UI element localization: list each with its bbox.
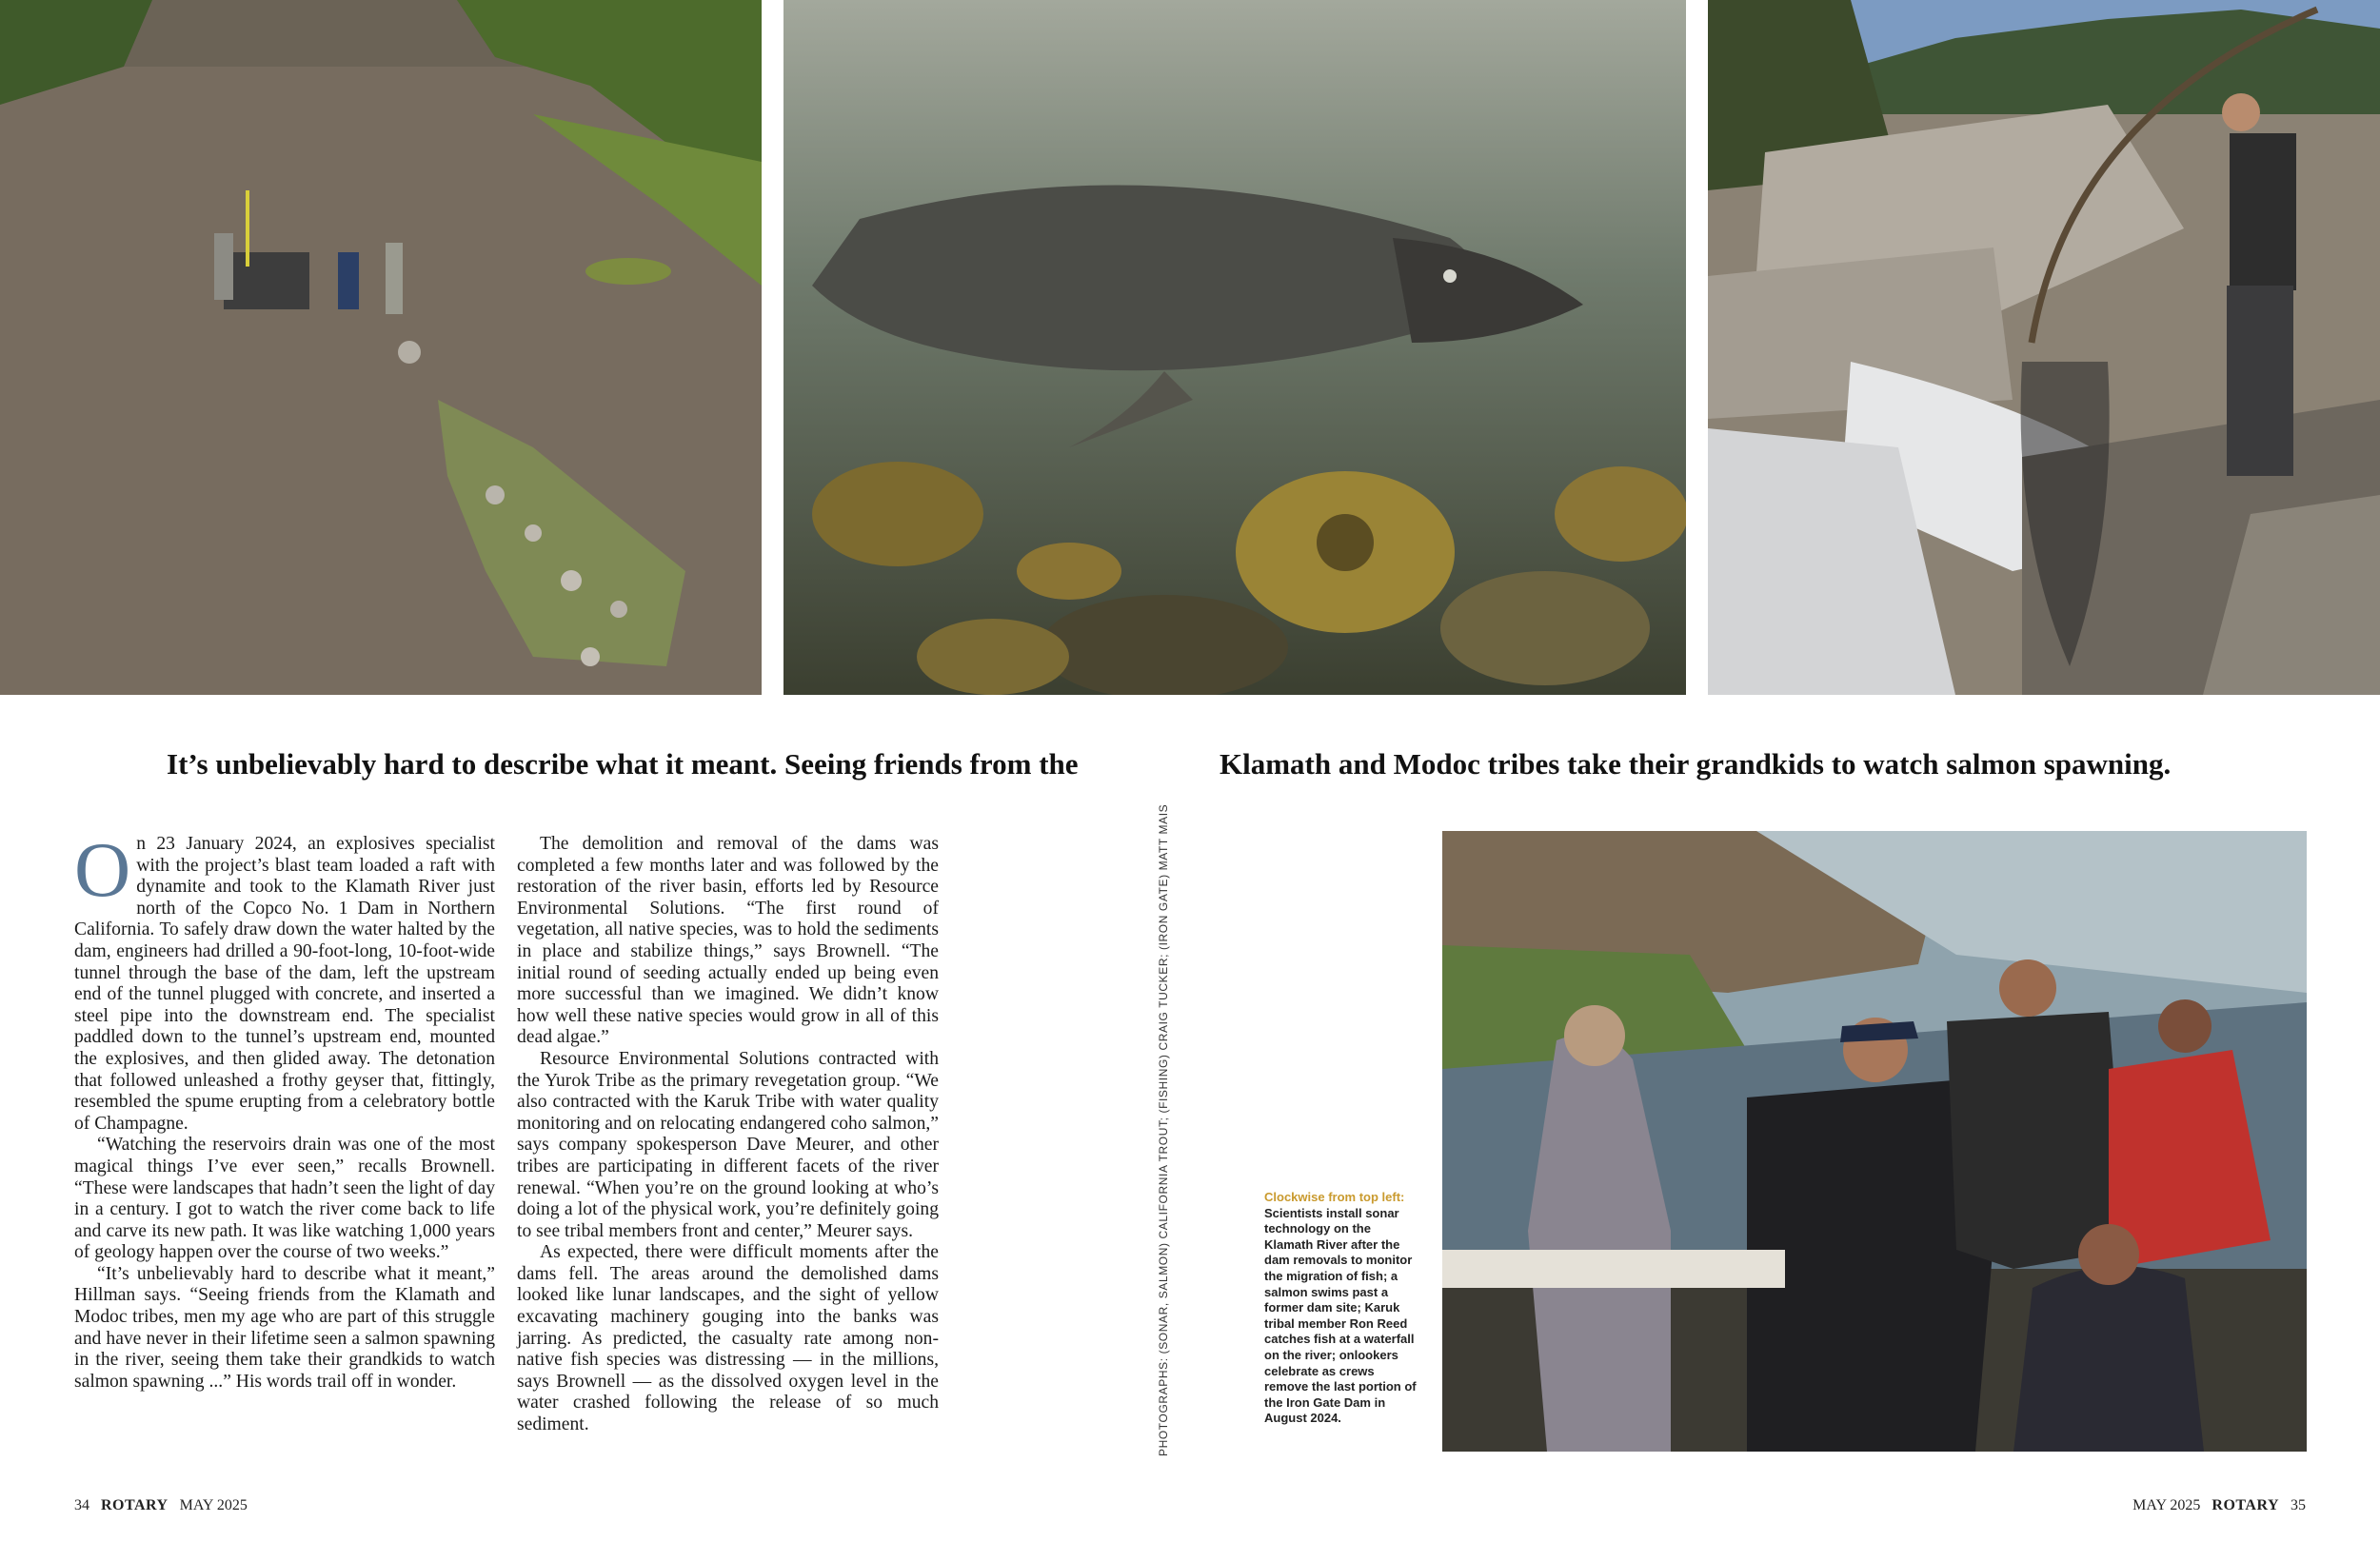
photo-credit: PHOTOGRAPHS: (SONAR, SALMON) CALIFORNIA TROUT; (FISHING) CRAIG TUCKER; (IRON GATE) MATT MAIS (1157, 803, 1170, 1456)
salmon-photo (783, 0, 1686, 695)
pull-quote-right: Klamath and Modoc tribes take their grandkids to watch salmon spawning. (1220, 747, 2172, 781)
left-folio (74, 1497, 248, 1514)
body-column-2 (517, 834, 939, 1436)
drop-cap: O (74, 826, 131, 913)
right-folio (2132, 1497, 2306, 1514)
sonar-photo (0, 0, 762, 695)
issue-date-left: MAY 2025 (179, 1497, 248, 1513)
body-paragraph: “It’s unbelievably hard to describe what it meant,” Hillman says. “Seeing friends from the Klamath and Modoc tribes, men my age who are part of this struggle and have never in their lifetime seen a salmon spawning in the river, seeing them take their grandkids to watch salmon spawning ...” His words trail off in wonder. (74, 1263, 495, 1392)
fishing-photo (1708, 0, 2380, 695)
photo-caption (1264, 1190, 1421, 1427)
body-paragraph: The demolition and removal of the dams was completed a few months later and was followed by the restoration of the river basin, efforts led by Resource Environmental Solutions. “The first round of vegetation, all native species, was to hold the sediments in place and stabilize things,” says Brownell. “The initial round of seeding actually ended up being even more successful than we imagined. We didn’t know how well these native species would grow in all of this dead algae.” (517, 834, 939, 1048)
page-number-left: 34 (74, 1497, 89, 1513)
pull-quote-left: It’s unbelievably hard to describe what it meant. Seeing friends from the (167, 747, 1079, 781)
page-number-right: 35 (2291, 1497, 2306, 1513)
magazine-name-left: ROTARY (101, 1497, 169, 1513)
body-paragraph: As expected, there were difficult moments after the dams fell. The areas around the demolished dams looked like lunar landscapes, and the sight of yellow excavating machinery gouging into the banks was jarring. As predicted, the casualty rate among non-native fish species was distressing — in the millions, says Brownell — as the dissolved oxygen level in the water crashed following the release of so much sediment. (517, 1242, 939, 1435)
body-paragraph: Resource Environmental Solutions contracted with the Yurok Tribe as the primary revegetation group. “We also contracted with the Karuk Tribe with water quality monitoring and on relocating endangered coho salmon,” says company spokesperson Dave Meurer, and other tribes are participating in different facets of the river renewal. “When you’re on the ground looking at who’s doing a lot of the physical work, you’re definitely going to see tribal members front and center,” Meurer says. (517, 1048, 939, 1241)
body-paragraph: On 23 January 2024, an explosives specialist with the project’s blast team loaded a raft with dynamite and took to the Klamath River just north of the Copco No. 1 Dam in Northern California. To safely draw down the water halted by the dam, engineers had drilled a 90-foot-long, 10-foot-wide tunnel through the base of the dam, left the upstream end of the tunnel plugged with concrete, and inserted a steel pipe into the downstream end. The specialist paddled down to the tunnel’s upstream end, mounted the explosives, and then glided away. The detonation that followed unleashed a frothy geyser that, fittingly, resembled the spume erupting from a celebratory bottle of Champagne. (74, 826, 495, 1134)
celebration-photo (1442, 831, 2307, 1452)
magazine-name-right: ROTARY (2211, 1497, 2279, 1513)
caption-lead: Clockwise from top left: (1264, 1190, 1405, 1204)
caption-text: Scientists install sonar technology on the Klamath River after the dam removals to monitor the migration of fish; a salmon swims past a former dam site; Karuk tribal member Ron Reed catches fish at a waterfall on the river; onlookers celebrate as crews remove the last portion of the Iron Gate Dam in August 2024. (1264, 1205, 1417, 1426)
issue-date-right: MAY 2025 (2132, 1497, 2201, 1513)
body-column-1 (74, 826, 495, 1393)
body-paragraph: “Watching the reservoirs drain was one of the most magical things I’ve ever seen,” recalls Brownell. “These were landscapes that hadn’t seen the light of day in a century. I got to watch the river come back to life and carve its new path. It was like watching 1,000 years of geology happen over the course of two weeks.” (74, 1135, 495, 1263)
